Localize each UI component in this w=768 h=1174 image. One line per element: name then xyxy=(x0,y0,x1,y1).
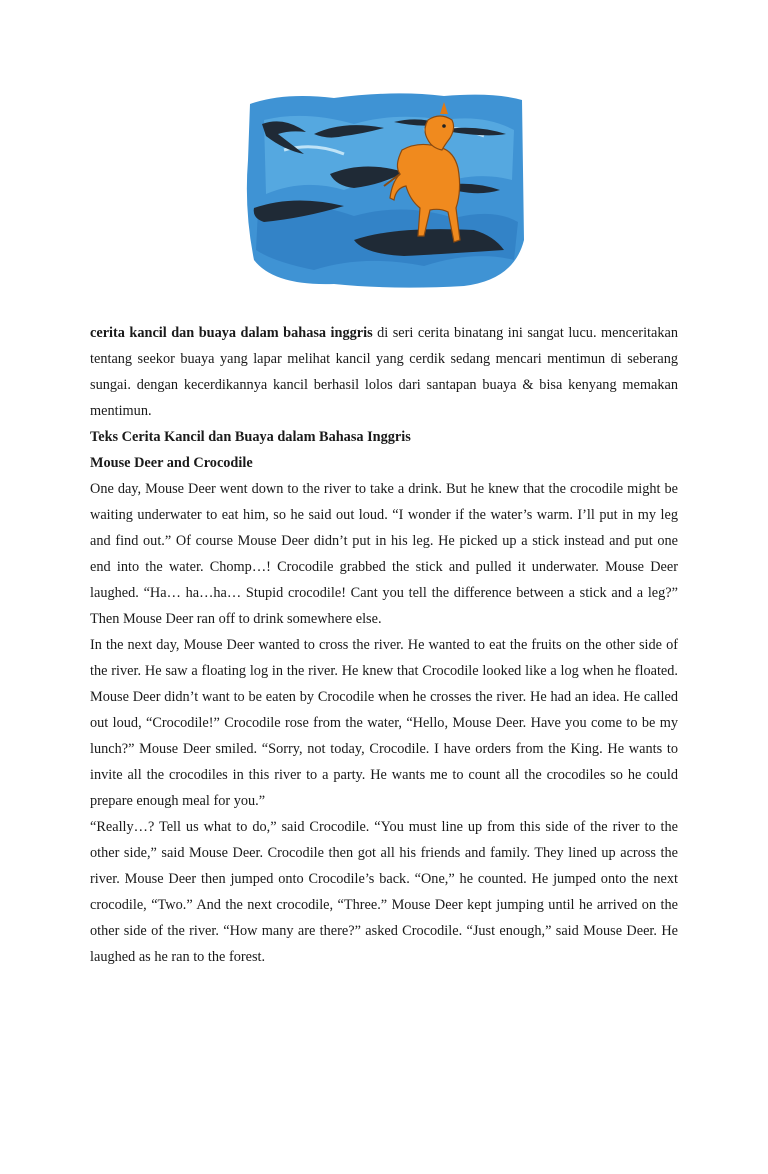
intro-paragraph xyxy=(90,320,678,424)
story-paragraph-2: In the next day, Mouse Deer wanted to cross the river. He wanted to eat the fruits on the other side of the river. He saw a floating log in the river. He knew that Crocodile looked like a log when he floated. Mouse Deer didn’t want to be eaten by Crocodile when he crosses the river. He had an idea. He called out loud, “Crocodile!” Crocodile rose from the water, “Hello, Mouse Deer. Have you come to be my lunch?” Mouse Deer smiled. “Sorry, not today, Crocodile. I have orders from the King. He wants to invite all the crocodiles in this river to a party. He wants me to count all the crocodiles so he could prepare enough meal for you.” xyxy=(90,637,678,809)
story-title: Mouse Deer and Crocodile xyxy=(90,455,253,471)
story-paragraph-3: “Really…? Tell us what to do,” said Crocodile. “You must line up from this side of the river to the other side,” said Mouse Deer. Crocodile then got all his friends and family. They lined up across the river. Mouse Deer then jumped onto Crocodile’s back. “One,” he counted. He jumped onto the next crocodile, “Two.” And the next crocodile, “Three.” Mouse Deer kept jumping until he arrived on the other side of the river. “How many are there?” asked Crocodile. “Just enough,” said Mouse Deer. He laughed as he ran to the forest. xyxy=(90,819,678,965)
intro-text: di seri cerita binatang ini sangat lucu. menceritakan tentang seekor buaya yang lapar melihat kancil yang cerdik sedang mencari mentimun di seberang sungai. dengan kecerdikannya kancil berhasil lolos dari santapan buaya & bisa kenyang memakan mentimun. xyxy=(90,325,678,419)
intro-lead: cerita kancil dan buaya dalam bahasa inggris xyxy=(90,325,373,341)
article-heading: Teks Cerita Kancil dan Buaya dalam Bahasa Inggris xyxy=(90,429,411,445)
article-body xyxy=(90,320,678,970)
story-paragraph-1: One day, Mouse Deer went down to the river to take a drink. But he knew that the crocodile might be waiting underwater to eat him, so he said out loud. “I wonder if the water’s warm. I’ll put in my leg and find out.” Of course Mouse Deer didn’t put in his leg. He picked up a stick instead and put one end into the water. Chomp…! Crocodile grabbed the stick and pulled it underwater. Mouse Deer laughed. “Ha… ha…ha… Stupid crocodile! Cant you tell the difference between a stick and a leg?” Then Mouse Deer ran off to drink somewhere else. xyxy=(90,481,678,627)
mouse-deer-illustration xyxy=(244,90,526,290)
